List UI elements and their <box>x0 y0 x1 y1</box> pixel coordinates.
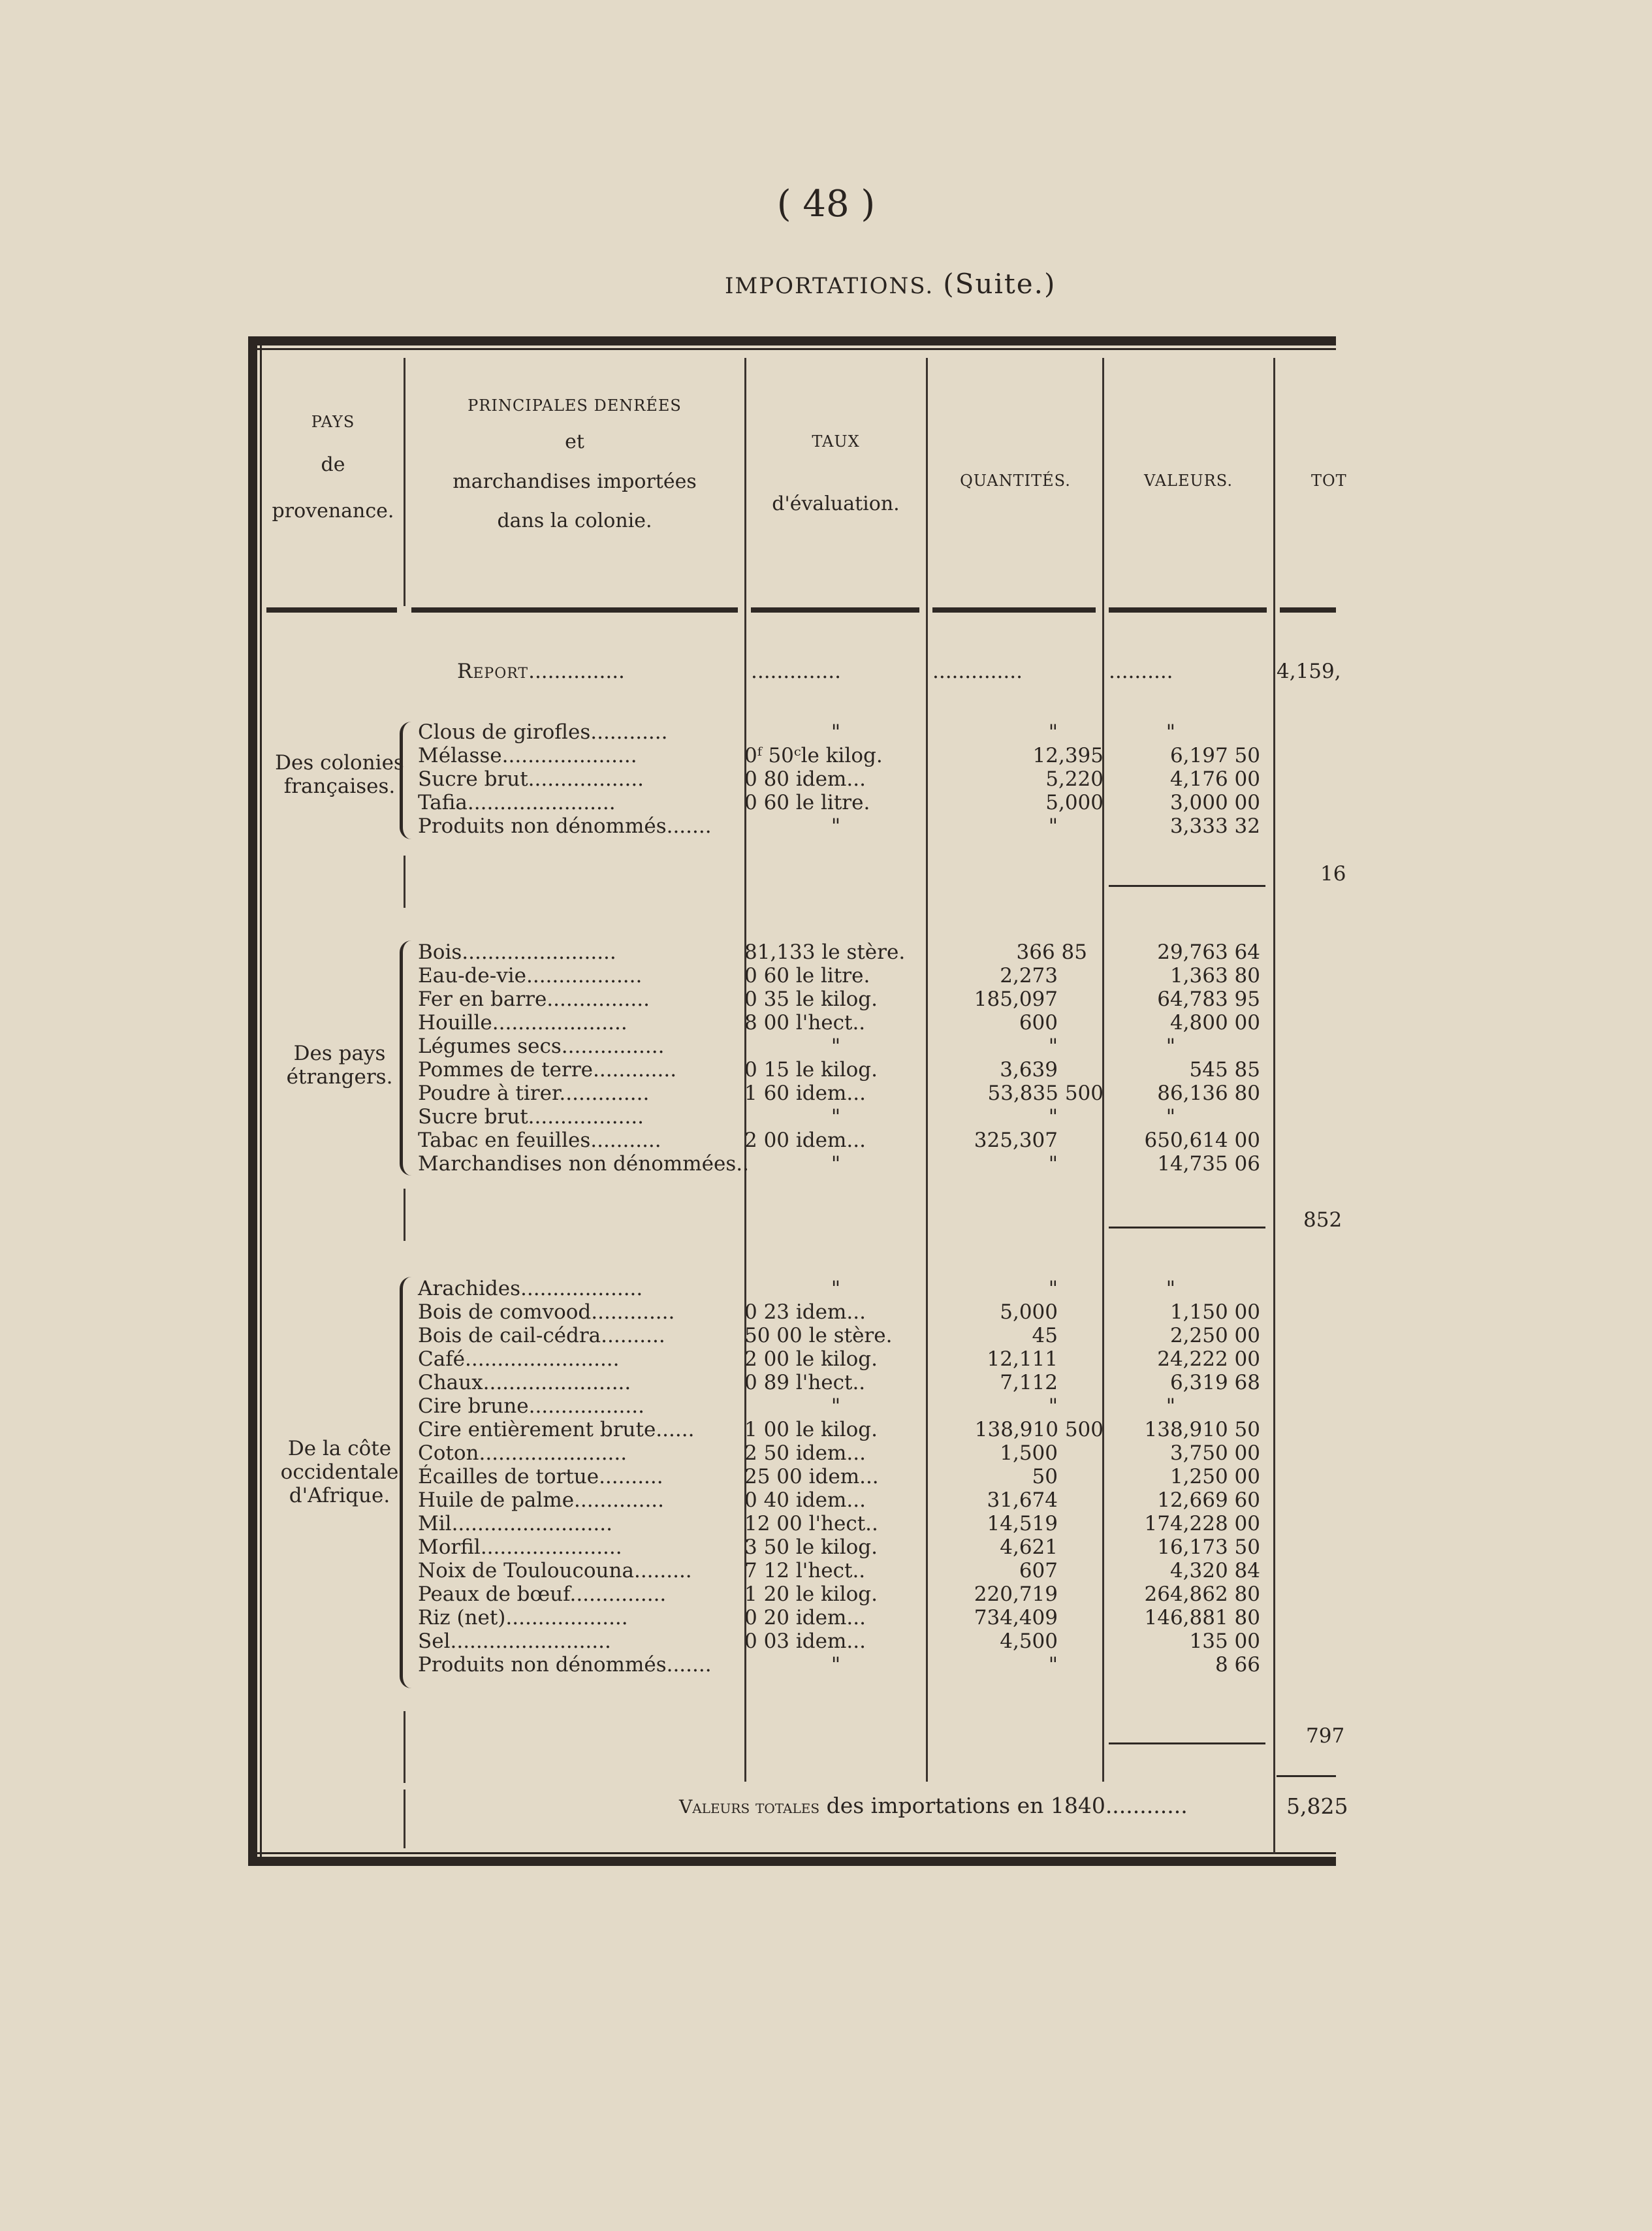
table-border-top <box>248 336 1336 345</box>
header-quantites: QUANTITÉS. <box>960 472 1071 490</box>
rate: 2 00 le kilog. <box>744 1347 878 1371</box>
item-name: Pommes de terre............. <box>418 1058 677 1082</box>
report-dots-val: .......... <box>1109 660 1173 683</box>
rate: 8 00 l'hect.. <box>744 1011 866 1035</box>
rate: " <box>831 814 841 838</box>
group-subtotal: 797 <box>1306 1724 1345 1748</box>
value: " <box>1166 1035 1175 1058</box>
column-divider <box>404 1189 405 1241</box>
quantity: 5,220 <box>1045 767 1104 791</box>
quantity: 2,273 <box>1000 964 1058 987</box>
value: 1,250 00 <box>1169 1465 1260 1488</box>
quantity: " <box>1048 814 1058 838</box>
item-name: Cire entièrement brute...... <box>418 1418 695 1441</box>
rate: 0 23 idem... <box>744 1300 866 1324</box>
region-label: Des colonies françaises. <box>275 751 404 798</box>
item-name: Légumes secs................ <box>418 1035 665 1058</box>
group-brace <box>400 1277 420 1688</box>
item-name: Chaux....................... <box>418 1371 631 1394</box>
total-rule <box>1277 1775 1336 1777</box>
quantity: 7,112 <box>1000 1371 1058 1394</box>
grand-total-value: 5,825 <box>1286 1793 1348 1819</box>
value: 8 66 <box>1215 1653 1260 1677</box>
rate: 2 00 idem... <box>744 1129 866 1152</box>
quantity: 12,395 <box>1032 744 1104 767</box>
quantity: 5,000 <box>1045 791 1104 814</box>
rate: " <box>831 1394 841 1418</box>
value: 12,669 60 <box>1157 1488 1260 1512</box>
rate: 0 03 idem... <box>744 1629 866 1653</box>
quantity: " <box>1048 1035 1058 1058</box>
header-underline <box>1280 607 1336 613</box>
value: 29,763 64 <box>1157 940 1260 964</box>
report-row: Report............... <box>457 660 625 683</box>
column-divider <box>404 856 405 908</box>
column-divider <box>404 1790 405 1848</box>
table-border-bottom-inner <box>248 1852 1336 1854</box>
item-name: Bois........................ <box>418 940 616 964</box>
rate: 0 40 idem... <box>744 1488 866 1512</box>
rate: 50 00 le stère. <box>744 1324 893 1347</box>
item-name: Coton....................... <box>418 1441 627 1465</box>
value: 3,750 00 <box>1169 1441 1260 1465</box>
item-name: Fer en barre................ <box>418 987 650 1011</box>
page-number: ( 48 ) <box>776 183 876 225</box>
value: 6,319 68 <box>1169 1371 1260 1394</box>
value: 4,320 84 <box>1169 1559 1260 1582</box>
quantity: " <box>1048 1105 1058 1129</box>
item-name: Écailles de tortue.......... <box>418 1465 663 1488</box>
subtotal-rule <box>1109 1227 1265 1228</box>
table-border-left <box>248 336 257 1866</box>
header-taux: TAUX d'évaluation. <box>772 432 900 516</box>
quantity: 12,111 <box>987 1347 1058 1371</box>
item-name: Mélasse..................... <box>418 744 637 767</box>
value: 6,197 50 <box>1169 744 1260 767</box>
item-name: Marchandises non dénommées.. <box>418 1152 749 1176</box>
item-name: Sel......................... <box>418 1629 611 1653</box>
rate: " <box>831 1105 841 1129</box>
value: 264,862 80 <box>1144 1582 1260 1606</box>
value: " <box>1166 1105 1175 1129</box>
quantity: 50 <box>1032 1465 1058 1488</box>
quantity: 734,409 <box>974 1606 1058 1629</box>
quantity: 607 <box>1019 1559 1058 1582</box>
value: 3,000 00 <box>1169 791 1260 814</box>
report-dots-qty: .............. <box>932 660 1023 683</box>
value: 545 85 <box>1189 1058 1260 1082</box>
rate: 0 60 le litre. <box>744 791 870 814</box>
quantity: 138,910 500 <box>974 1418 1104 1441</box>
group-subtotal: 16 <box>1320 862 1346 886</box>
report-total: 4,159, <box>1277 660 1341 683</box>
column-divider <box>1273 358 1275 1854</box>
quantity: 4,500 <box>1000 1629 1058 1653</box>
value: " <box>1166 720 1175 744</box>
quantity: 3,639 <box>1000 1058 1058 1082</box>
table-border-left-inner <box>260 336 262 1866</box>
value: 650,614 00 <box>1144 1129 1260 1152</box>
item-name: Produits non dénommés....... <box>418 1653 712 1677</box>
rate: 12 00 l'hect.. <box>744 1512 878 1535</box>
value: 2,250 00 <box>1169 1324 1260 1347</box>
header-pays: PAYS de provenance. <box>272 413 394 522</box>
item-name: Huile de palme.............. <box>418 1488 665 1512</box>
quantity: 14,519 <box>987 1512 1058 1535</box>
header-totaux: TOT <box>1311 472 1347 490</box>
value: 138,910 50 <box>1144 1418 1260 1441</box>
quantity: " <box>1048 1653 1058 1677</box>
item-name: Tafia....................... <box>418 791 616 814</box>
quantity: 325,307 <box>974 1129 1058 1152</box>
item-name: Riz (net)................... <box>418 1606 628 1629</box>
item-name: Sucre brut.................. <box>418 1105 644 1129</box>
quantity: 366 85 <box>1016 940 1087 964</box>
item-name: Mil......................... <box>418 1512 612 1535</box>
value: 64,783 95 <box>1157 987 1260 1011</box>
quantity: 1,500 <box>1000 1441 1058 1465</box>
value: 16,173 50 <box>1157 1535 1260 1559</box>
value: 146,881 80 <box>1144 1606 1260 1629</box>
value: 24,222 00 <box>1157 1347 1260 1371</box>
rate: 3 50 le kilog. <box>744 1535 878 1559</box>
rate: 2 50 idem... <box>744 1441 866 1465</box>
quantity: 53,835 500 <box>987 1082 1104 1105</box>
value: 135 00 <box>1189 1629 1260 1653</box>
group-brace <box>400 940 420 1176</box>
grand-total-label: Valeurs totales des importations en 1840............ <box>679 1793 1188 1818</box>
rate: 1 20 le kilog. <box>744 1582 878 1606</box>
rate: 1 00 le kilog. <box>744 1418 878 1441</box>
value: 1,150 00 <box>1169 1300 1260 1324</box>
header-underline <box>266 607 397 613</box>
header-underline <box>751 607 919 613</box>
value: " <box>1166 1277 1175 1300</box>
section-title: IMPORTATIONS. (Suite.) <box>725 268 1056 300</box>
value: 1,363 80 <box>1169 964 1260 987</box>
rate: 0 15 le kilog. <box>744 1058 878 1082</box>
column-divider <box>404 358 405 606</box>
group-brace <box>400 722 420 839</box>
subtotal-rule <box>1109 885 1265 887</box>
rate: 7 12 l'hect.. <box>744 1559 866 1582</box>
rate: 81,133 le stère. <box>744 940 906 964</box>
item-name: Peaux de bœuf............... <box>418 1582 667 1606</box>
value: 4,800 00 <box>1169 1011 1260 1035</box>
quantity: " <box>1048 1394 1058 1418</box>
item-name: Clous de girofles............ <box>418 720 668 744</box>
value: 174,228 00 <box>1144 1512 1260 1535</box>
rate: 0 80 idem... <box>744 767 866 791</box>
item-name: Poudre à tirer.............. <box>418 1082 650 1105</box>
table-border-bottom <box>248 1857 1336 1866</box>
header-underline <box>932 607 1096 613</box>
rate: " <box>831 720 841 744</box>
group-subtotal: 852 <box>1303 1208 1342 1232</box>
rate: 1 60 idem... <box>744 1082 866 1105</box>
table-border-top-inner <box>248 348 1336 350</box>
item-name: Tabac en feuilles........... <box>418 1129 661 1152</box>
item-name: Noix de Touloucouna......... <box>418 1559 692 1582</box>
item-name: Morfil...................... <box>418 1535 622 1559</box>
item-name: Eau-de-vie.................. <box>418 964 643 987</box>
rate: 0 89 l'hect.. <box>744 1371 866 1394</box>
item-name: Café........................ <box>418 1347 620 1371</box>
region-label: Des pays étrangers. <box>286 1042 393 1089</box>
region-label: De la côte occidentale d'Afrique. <box>280 1437 399 1507</box>
item-name: Arachides................... <box>418 1277 643 1300</box>
value: 4,176 00 <box>1169 767 1260 791</box>
quantity: 4,621 <box>1000 1535 1058 1559</box>
header-underline <box>1109 607 1267 613</box>
item-name: Bois de comvood............. <box>418 1300 675 1324</box>
quantity: " <box>1048 720 1058 744</box>
rate: 0 20 idem... <box>744 1606 866 1629</box>
quantity: 31,674 <box>987 1488 1058 1512</box>
rate: " <box>831 1277 841 1300</box>
item-name: Sucre brut.................. <box>418 767 644 791</box>
rate: " <box>831 1152 841 1176</box>
quantity: 5,000 <box>1000 1300 1058 1324</box>
value: " <box>1166 1394 1175 1418</box>
rate: 25 00 idem... <box>744 1465 879 1488</box>
quantity: 185,097 <box>974 987 1058 1011</box>
section-suite: (Suite.) <box>943 268 1056 300</box>
quantity: 45 <box>1032 1324 1058 1347</box>
item-name: Cire brune.................. <box>418 1394 644 1418</box>
value: 3,333 32 <box>1169 814 1260 838</box>
header-underline <box>411 607 738 613</box>
value: 86,136 80 <box>1157 1082 1260 1105</box>
subtotal-rule <box>1109 1742 1265 1744</box>
item-name: Houille..................... <box>418 1011 627 1035</box>
quantity: 220,719 <box>974 1582 1058 1606</box>
report-dots-rate: .............. <box>751 660 841 683</box>
quantity: " <box>1048 1152 1058 1176</box>
rate: " <box>831 1035 841 1058</box>
rate: 0 35 le kilog. <box>744 987 878 1011</box>
quantity: 600 <box>1019 1011 1058 1035</box>
quantity: " <box>1048 1277 1058 1300</box>
item-name: Bois de cail-cédra.......... <box>418 1324 665 1347</box>
rate: 0 60 le litre. <box>744 964 870 987</box>
item-name: Produits non dénommés....... <box>418 814 712 838</box>
value: 14,735 06 <box>1157 1152 1260 1176</box>
rate: " <box>831 1653 841 1677</box>
header-valeurs: VALEURS. <box>1143 472 1233 490</box>
rate: 0ᶠ 50ᶜle kilog. <box>744 744 883 767</box>
column-divider <box>404 1711 405 1783</box>
header-denrees: PRINCIPALES DENRÉES et marchandises importées dans la colonie. <box>453 396 697 533</box>
